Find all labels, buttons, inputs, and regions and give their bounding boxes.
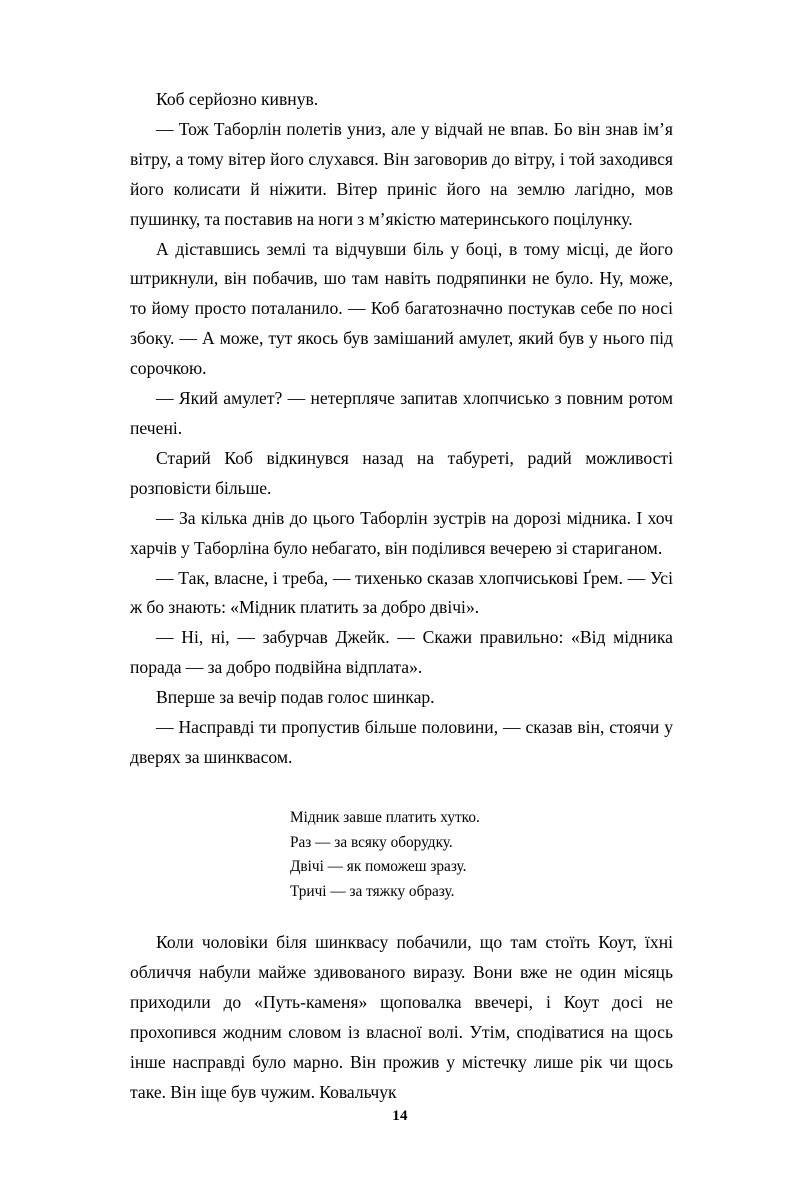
paragraph: Старий Коб відкинувся назад на табуреті, радий можливості розповісти більше. — [130, 447, 673, 498]
paragraph: — Ні, ні, — забурчав Джейк. — Скажи правильно: «Від мідника порада — за добро подвійна відплата». — [130, 627, 673, 678]
verse-line: Двічі — як поможеш зразу. — [290, 858, 467, 876]
paragraph: — Тож Таборлін полетів униз, але у відчай не впав. Бо він знав ім’я вітру, а тому вітер його слухався. Він заговорив до вітру, і той заходився його колисати й ніжити. Вітер приніс його на землю лагідно, мов пушинку, та поставив на ноги з м’якістю материнського поцілунку. — [130, 118, 673, 229]
verse-line: Мідник завше платить хутко. — [290, 809, 480, 826]
verse-line: Раз — за всяку оборудку. — [290, 833, 453, 851]
page-number: 14 — [392, 1108, 408, 1124]
paragraph: — Який амулет? — нетерпляче запитав хлопчисько з повним ротом печені. — [130, 388, 673, 438]
paragraph: А діставшись землі та відчувши біль у боці, в тому місці, де його штрикнули, він побачив, шо там навіть подряпинки не було. Ну, може, то йому просто поталанило. — Коб багатозначно постукав себе по носі збоку. — А може, тут якось був замішаний амулет, який був у нього під сорочкою. — [130, 238, 673, 379]
closing-text-block — [130, 928, 673, 1107]
main-text-block — [130, 85, 673, 773]
paragraph: — За кілька днів до цього Таборлін зустрів на дорозі мідника. І хоч харчів у Таборліна було небагато, він поділився вечерею зі стариганом. — [130, 507, 673, 558]
verse-block — [290, 806, 620, 904]
verse-line: Тричі — за тяжку образу. — [290, 882, 455, 900]
paragraph: Коли чоловіки біля шинквасу побачили, що там стоїть Коут, їхні обличчя набули майже здивованого виразу. Вони вже не один місяць приходили до «Путь-каменя» щоповалка ввечері, і Коут досі не прохопився жодним словом із власної волі. Утім, сподіватися на щось інше насправді було марно. Він прожив у містечку лише рік чи щось таке. Він іще був чужим. Ковальчук — [130, 932, 673, 1102]
paragraph: — Так, власне, і треба, — тихенько сказав хлопчиськові Ґрем. — Усі ж бо знають: «Мідник платить за добро двічі». — [130, 567, 673, 618]
paragraph: Коб серйозно кивнув. — [156, 89, 319, 109]
paragraph: — Насправді ти пропустив більше половини, — сказав він, стоячи у дверях за шинквасом. — [130, 717, 673, 767]
paragraph: Вперше за вечір подав голос шинкар. — [156, 687, 435, 708]
